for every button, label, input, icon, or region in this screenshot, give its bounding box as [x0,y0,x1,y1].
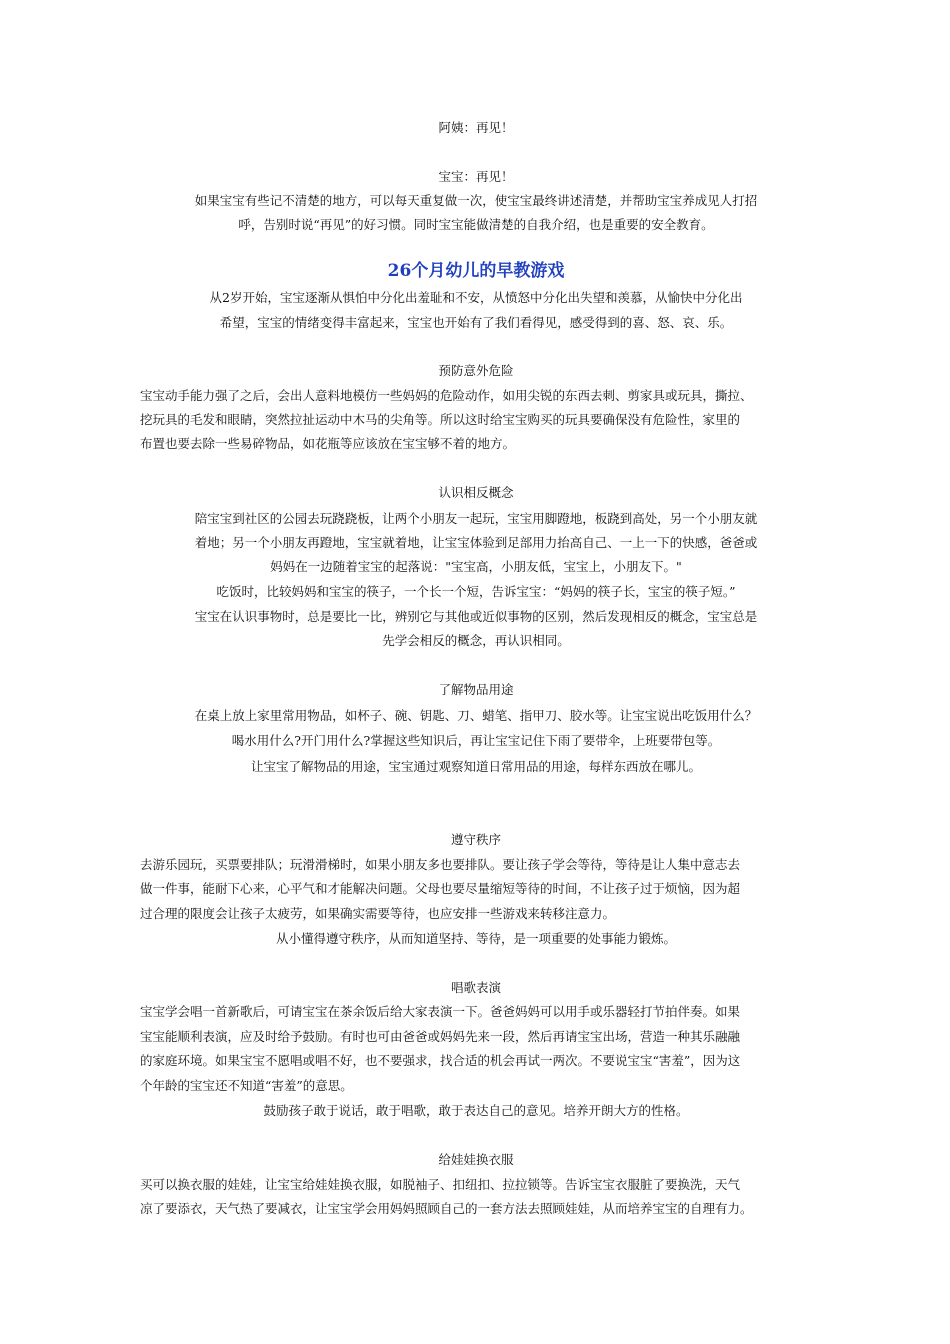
section-line: 过合理的限度会让孩子太疲劳，如果确实需要等待，也应安排一些游戏来转移注意力。 [140,906,616,921]
section-line: 宝宝学会唱一首新歌后，可请宝宝在茶余饭后给大家表演一下。爸爸妈妈可以用手或乐器轻打节拍伴奏。如果 [140,1004,741,1019]
section-line: 着地；另一个小朋友再蹬地，宝宝就着地，让宝宝体验到足部用力抬高自己、一上一下的快感，爸爸或 [194,535,758,550]
section-line: 凉了要添衣，天气热了要减衣，让宝宝学会用妈妈照顾自己的一套方法去照顾娃娃，从而培养宝宝的自理有力。 [140,1201,753,1216]
dialog-note-line-1: 如果宝宝有些记不清楚的地方，可以每天重复做一次，使宝宝最终讲述清楚，并帮助宝宝养成见人打招 [194,193,758,208]
section-line: 个年龄的宝宝还不知道“害羞”的意思。 [140,1078,353,1093]
section-line: 的家庭环境。如果宝宝不愿唱或唱不好，也不要强求，找合适的机会再试一两次。不要说宝宝“害羞”，因为这 [140,1053,741,1068]
section-line: 宝宝动手能力强了之后，会出人意料地模仿一些妈妈的危险动作，如用尖锐的东西去刺、剪家具或玩具，撕拉、 [140,388,753,403]
section-line: 喝水用什么?开门用什么?掌握这些知识后，再让宝宝记住下雨了要带伞，上班要带包等。 [231,733,721,748]
section-heading-follow-order: 遵守秩序 [450,832,501,847]
section-line: 买可以换衣服的娃娃，让宝宝给娃娃换衣服，如脱袖子、扣纽扣、拉拉锁等。告诉宝宝衣服脏了要换洗，天气 [140,1177,741,1192]
dialog-baby-bye: 宝宝：再见！ [438,169,514,184]
page-title: 26个月幼儿的早教游戏 [387,261,565,281]
section-line: 去游乐园玩，买票要排队；玩滑滑梯时，如果小朋友多也要排队。要让孩子学会等待，等待是让人集中意志去 [140,857,741,872]
section-line: 吃饭时，比较妈妈和宝宝的筷子，一个长一个短，告诉宝宝：“妈妈的筷子长，宝宝的筷子短。” [216,584,736,599]
section-heading-singing: 唱歌表演 [450,980,501,995]
section-heading-opposites: 认识相反概念 [438,485,514,500]
intro-line-2: 希望，宝宝的情绪变得丰富起来，宝宝也开始有了我们看得见，感受得到的喜、怒、哀、乐。 [219,315,733,330]
section-line: 让宝宝了解物品的用途，宝宝通过观察知道日常用品的用途，每样东西放在哪儿。 [250,759,701,774]
section-line: 在桌上放上家里常用物品，如杯子、碗、钥匙、刀、蜡笔、指甲刀、胶水等。让宝宝说出吃饭用什么？ [194,708,758,723]
section-line: 从小懂得遵守秩序，从而知道坚持、等待，是一项重要的处事能力锻炼。 [275,931,676,946]
section-heading-doll-clothes: 给娃娃换衣服 [438,1152,514,1167]
section-heading-prevent-danger: 预防意外危险 [438,363,514,378]
section-line: 宝宝能顺利表演，应及时给予鼓励。有时也可由爸爸或妈妈先来一段，然后再请宝宝出场，营造一种其乐融融 [140,1029,741,1044]
section-heading-object-uses: 了解物品用途 [438,682,514,697]
intro-line-1: 从2岁开始，宝宝逐渐从惧怕中分化出羞耻和不安，从愤怒中分化出失望和羡慕，从愉快中分化出 [209,290,743,305]
section-line: 先学会相反的概念，再认识相同。 [382,633,570,648]
section-line: 挖玩具的毛发和眼睛，突然拉扯运动中木马的尖角等。所以这时给宝宝购买的玩具要确保没有危险性，家里的 [140,412,741,427]
section-line: 宝宝在认识事物时，总是要比一比，辨别它与其他或近似事物的区别，然后发现相反的概念，宝宝总是 [194,609,758,624]
section-line: 妈妈在一边随着宝宝的起落说："宝宝高，小朋友低，宝宝上，小朋友下。" [270,559,682,574]
section-line: 鼓励孩子敢于说话，敢于唱歌，敢于表达自己的意见。培养开朗大方的性格。 [263,1103,689,1118]
section-line: 布置也要去除一些易碎物品，如花瓶等应该放在宝宝够不着的地方。 [140,436,516,451]
section-line: 做一件事，能耐下心来，心平气和才能解决问题。父母也要尽量缩短等待的时间，不让孩子过于烦恼，因为超 [140,881,741,896]
dialog-note-line-2: 呼，告别时说“再见”的好习惯。同时宝宝能做清楚的自我介绍，也是重要的安全教育。 [238,217,714,232]
dialog-aunt-bye: 阿姨：再见！ [438,120,514,135]
section-line: 陪宝宝到社区的公园去玩跷跷板，让两个小朋友一起玩，宝宝用脚蹬地，板跷到高处，另一个小朋友就 [194,511,758,526]
